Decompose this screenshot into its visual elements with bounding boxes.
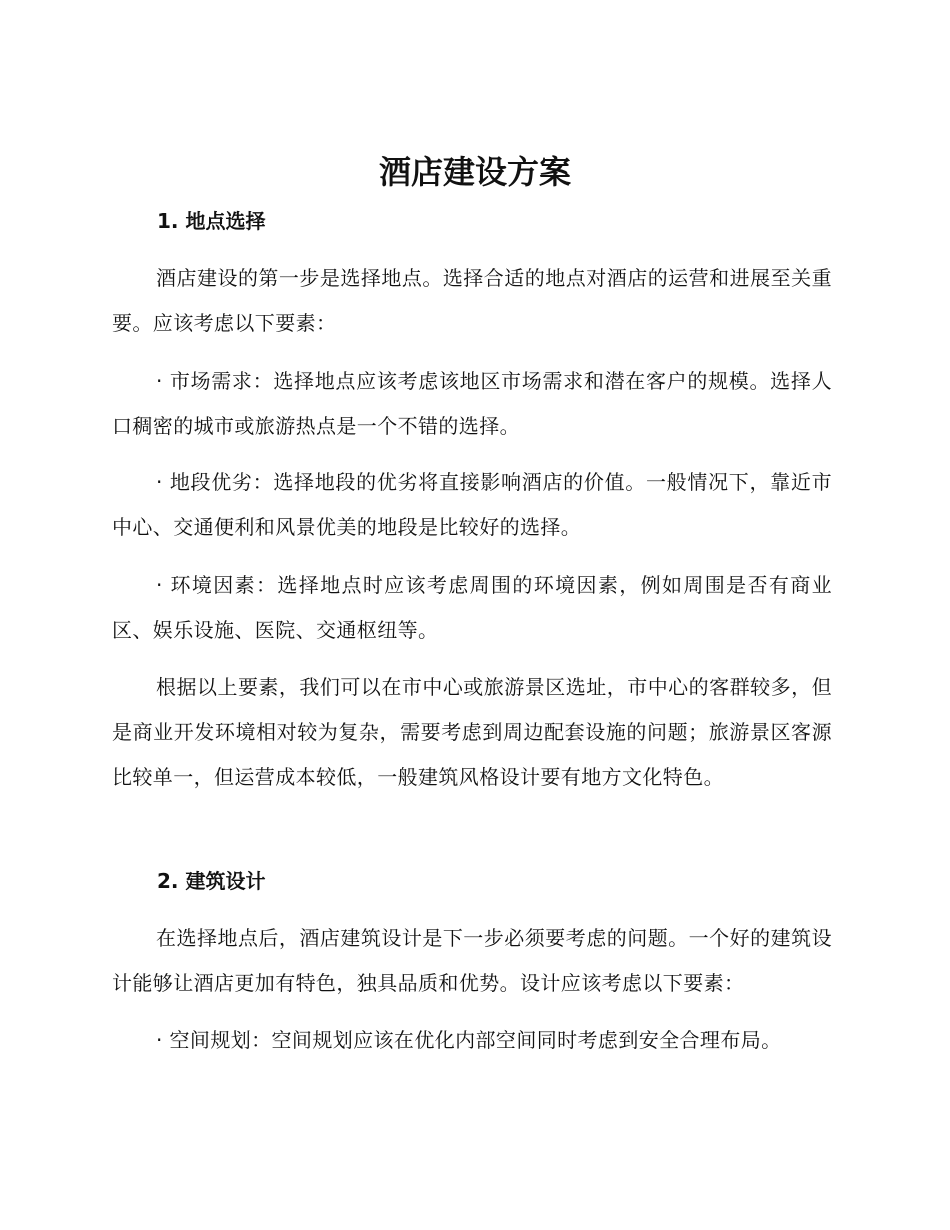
document-title: 酒店建设方案 [378, 153, 571, 191]
paragraph-architecture-intro: 在选择地点后，酒店建筑设计是下一步必须要考虑的问题。一个好的建筑设计能够让酒店更加有特色，独具品质和优势。设计应该考虑以下要素： [112, 926, 832, 995]
paragraph-location-intro: 酒店建设的第一步是选择地点。选择合适的地点对酒店的运营和进展至关重要。应该考虑以下要素： [112, 266, 832, 335]
section-heading-location: 1. 地点选择 [157, 209, 266, 233]
paragraph-location-conclusion: 根据以上要素，我们可以在市中心或旅游景区选址，市中心的客群较多，但是商业开发环境相对较为复杂，需要考虑到周边配套设施的问题；旅游景区客源比较单一，但运营成本较低，一般建筑风格设计要有地方文化特色。 [112, 675, 832, 789]
paragraph-space-planning: · 空间规划：空间规划应该在优化内部空间同时考虑到安全合理布局。 [156, 1028, 782, 1052]
paragraph-market-demand: · 市场需求：选择地点应该考虑该地区市场需求和潜在客户的规模。选择人口稠密的城市或旅游热点是一个不错的选择。 [112, 369, 832, 438]
paragraph-location-quality: · 地段优劣：选择地段的优劣将直接影响酒店的价值。一般情况下，靠近市中心、交通便利和风景优美的地段是比较好的选择。 [112, 470, 832, 539]
section-heading-architecture: 2. 建筑设计 [157, 869, 266, 893]
paragraph-environment-factors: · 环境因素：选择地点时应该考虑周围的环境因素，例如周围是否有商业区、娱乐设施、医院、交通枢纽等。 [112, 573, 832, 642]
